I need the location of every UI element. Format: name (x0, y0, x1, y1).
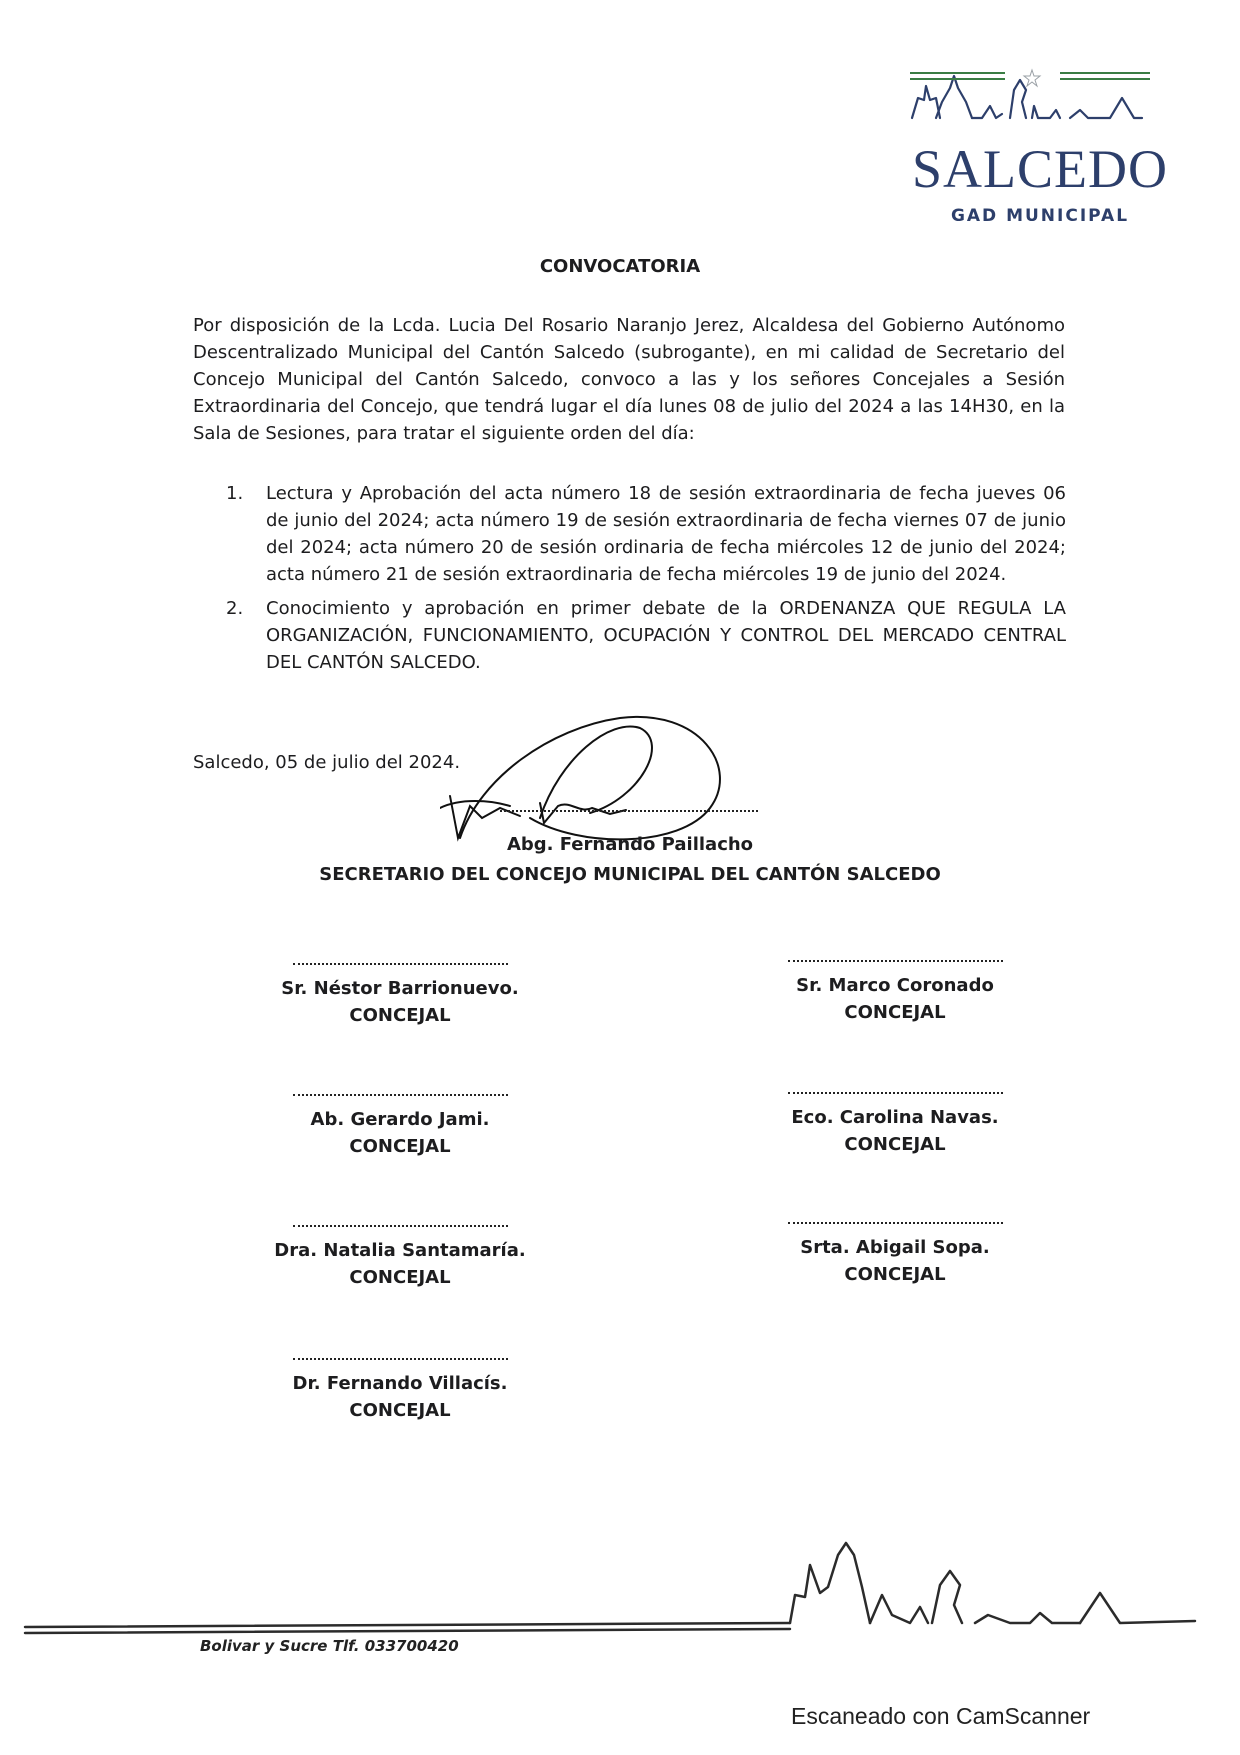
councillor-name: Srta. Abigail Sopa. (800, 1237, 990, 1258)
list-item-text: Lectura y Aprobación del acta número 18 de sesión extraordinaria de fecha jueves 06 de junio del 2024; acta número 19 de sesión extraordinaria de fecha viernes 07 de junio del 2024; acta número 20 de sesión ordinaria de fecha miércoles 12 de junio del 2024; acta número 21 de sesión extraordinaria de fecha miércoles 19 de junio del 2024. (266, 483, 1066, 585)
signature-line (788, 960, 1003, 962)
councillor-role: CONCEJAL (844, 1002, 946, 1023)
councillor-name: Ab. Gerardo Jami. (310, 1109, 490, 1130)
document-title: CONVOCATORIA (539, 256, 701, 277)
secretary-role: SECRETARIO DEL CONCEJO MUNICIPAL DEL CANTÓN SALCEDO (319, 864, 941, 885)
councillor-role: CONCEJAL (349, 1400, 451, 1421)
scanner-watermark: Escaneado con CamScanner (791, 1703, 1091, 1729)
logo-wordmark: SALCEDO (911, 139, 1168, 199)
councillor-signature-block (240, 1358, 560, 1424)
list-item-number: 2. (226, 598, 244, 619)
councillor-signature-block (735, 1092, 1055, 1158)
councillor-name: Dra. Natalia Santamaría. (274, 1240, 526, 1261)
logo-subtitle: GAD MUNICIPAL (950, 206, 1130, 226)
footer-address: Bolivar y Sucre Tlf. 033700420 (200, 1637, 459, 1655)
list-item (226, 480, 1066, 588)
list-item-number: 1. (226, 483, 244, 504)
list-item (226, 595, 1066, 676)
councillor-role: CONCEJAL (844, 1264, 946, 1285)
councillor-signature-block (735, 960, 1055, 1026)
councillor-name: Eco. Carolina Navas. (791, 1107, 999, 1128)
signature-line (293, 1225, 508, 1227)
councillor-signature-block (240, 963, 560, 1029)
signature-line (293, 963, 508, 965)
intro-paragraph: Por disposición de la Lcda. Lucia Del Rosario Naranjo Jerez, Alcaldesa del Gobierno Autónomo Descentralizado Municipal del Cantón Salcedo (subrogante), en mi calidad de Secretario del Concejo Municipal del Cantón Salcedo, convoco a las y los señores Concejales a Sesión Extraordinaria del Concejo, que tendrá lugar el día lunes 08 de julio del 2024 a las 14H30, en la Sala de Sesiones, para tratar el siguiente orden del día: (193, 315, 1065, 444)
handwritten-signature-icon (440, 688, 740, 858)
secretary-name: Abg. Fernando Paillacho (506, 834, 754, 855)
councillor-role: CONCEJAL (349, 1136, 451, 1157)
councillor-signature-block (240, 1094, 560, 1160)
agenda-list (226, 480, 1066, 683)
councillor-role: CONCEJAL (349, 1267, 451, 1288)
signature-line (788, 1222, 1003, 1224)
councillor-signature-block (240, 1225, 560, 1291)
councillor-signature-block (735, 1222, 1055, 1288)
place-date: Salcedo, 05 de julio del 2024. (193, 752, 461, 773)
councillor-name: Dr. Fernando Villacís. (292, 1373, 508, 1394)
councillor-name: Sr. Marco Coronado (796, 975, 994, 996)
list-item-text: Conocimiento y aprobación en primer debate de la ORDENANZA QUE REGULA LA ORGANIZACIÓN, FUNCIONAMIENTO, OCUPACIÓN Y CONTROL DEL MERCADO CENTRAL DEL CANTÓN SALCEDO. (266, 598, 1066, 673)
councillor-name: Sr. Néstor Barrionuevo. (281, 978, 519, 999)
gad-salcedo-logo (890, 68, 1190, 248)
signature-line (293, 1094, 508, 1096)
signature-line (293, 1358, 508, 1360)
signature-line (788, 1092, 1003, 1094)
signature-line (500, 810, 758, 812)
councillor-role: CONCEJAL (349, 1005, 451, 1026)
footer-skyline-icon (20, 1535, 1220, 1635)
councillor-role: CONCEJAL (844, 1134, 946, 1155)
logo-divider-icon (910, 68, 1170, 90)
